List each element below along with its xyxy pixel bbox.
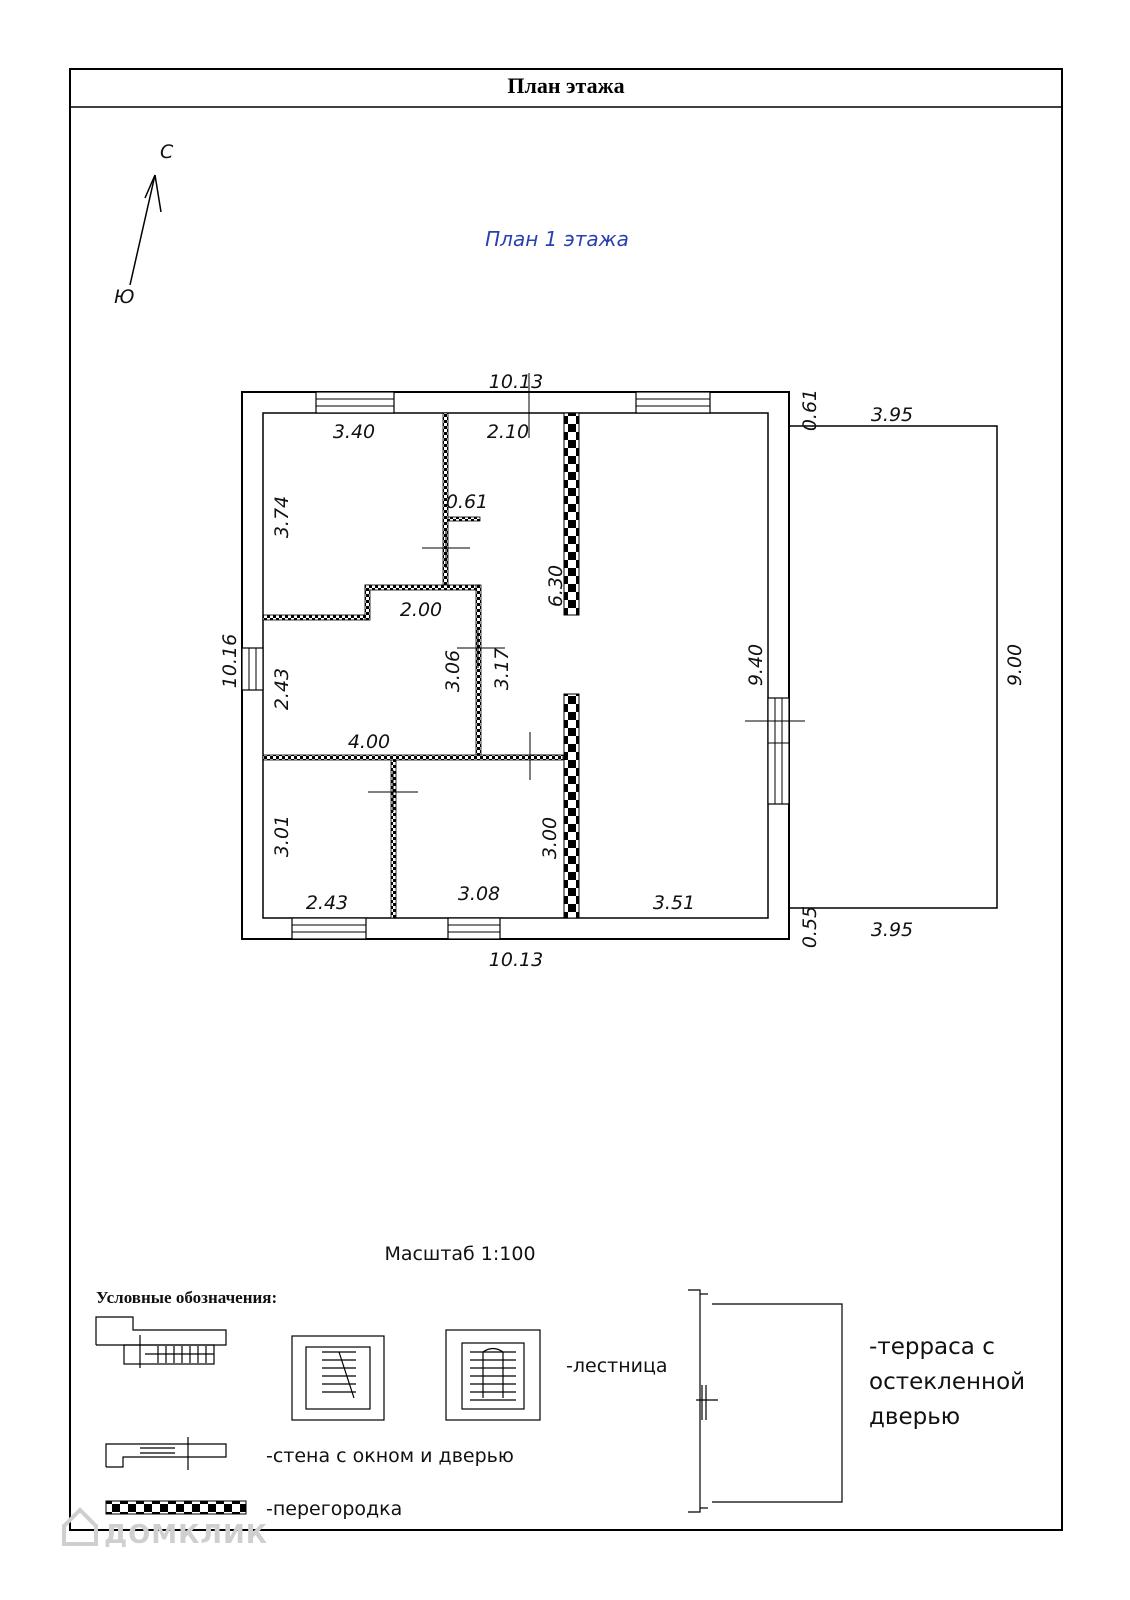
dim-hall-height-b: 3.17 [491, 647, 513, 691]
interior-walls [263, 413, 563, 918]
dim-room-big-width: 3.51 [652, 892, 696, 914]
dim-room-bl-height: 3.01 [271, 814, 293, 858]
dim-partition-lower: 3.00 [539, 816, 561, 860]
dim-left-total: 10.16 [219, 633, 241, 689]
terrace-outline [789, 426, 997, 908]
dim-bottom-total: 10.13 [488, 949, 544, 971]
dim-partition-upper: 6.30 [545, 564, 567, 608]
legend-title: Условные обозначения: [96, 1288, 278, 1307]
partition-lower [564, 694, 579, 918]
legend-terrace-label-1: -терраса с [869, 1334, 995, 1360]
house-outline [242, 392, 789, 939]
legend-partition-label: -перегородка [266, 1498, 403, 1520]
dim-terrace-width-bottom: 3.95 [870, 919, 914, 941]
window-top-left [316, 392, 394, 413]
dim-terrace-length: 9.00 [1004, 643, 1026, 687]
legend-wall-label: -стена с окном и дверью [266, 1445, 514, 1467]
compass-north-label: С [160, 141, 174, 163]
legend-partition-icon [106, 1501, 246, 1514]
dim-room-bl-width: 2.43 [305, 892, 349, 914]
dim-terrace-width-top: 3.95 [870, 404, 914, 426]
window-left [242, 648, 263, 690]
compass-south-label: Ю [114, 286, 135, 308]
dim-room-bm-width: 3.08 [457, 883, 501, 905]
watermark-text: ДОМКЛИК [104, 1520, 268, 1550]
legend-stairs-icon-1 [96, 1317, 226, 1368]
dim-niche: 0.61 [445, 491, 489, 513]
dim-room-tl-height: 3.74 [271, 495, 293, 539]
dim-top-total: 10.13 [488, 371, 544, 393]
window-top-right [636, 392, 710, 413]
dim-room-tl-width: 3.40 [332, 421, 376, 443]
scale-label: Масштаб 1:100 [384, 1243, 536, 1265]
sheet-title: План этажа [507, 73, 625, 98]
north-arrow-icon [130, 175, 161, 285]
legend-stairs-icon-3 [446, 1330, 540, 1420]
legend-terrace-label-2: остекленной [869, 1369, 1026, 1395]
dim-room-ml-height: 2.43 [271, 667, 293, 711]
dim-terrace-offset-bottom: 0.55 [799, 905, 821, 949]
legend-terrace-label-3: дверью [869, 1404, 961, 1430]
dim-terrace-offset-top: 0.61 [799, 388, 821, 432]
watermark-logo-icon [64, 1510, 96, 1544]
terrace-door [745, 698, 805, 804]
dim-room-ml-width: 4.00 [347, 731, 391, 753]
window-bottom-middle [448, 918, 500, 939]
dim-hall-width: 2.00 [399, 599, 443, 621]
dim-corridor-width: 2.10 [486, 421, 530, 443]
door-marks [368, 528, 560, 812]
legend-stairs-icon-2 [292, 1336, 384, 1420]
dim-hall-height-a: 3.06 [442, 649, 464, 693]
legend-terrace-icon [688, 1290, 842, 1512]
plan-subtitle: План 1 этажа [485, 227, 629, 251]
legend-stairs-label: -лестница [566, 1355, 668, 1377]
window-bottom-left [292, 918, 366, 939]
dim-room-big-height: 9.40 [745, 643, 767, 687]
legend-wall-icon [106, 1437, 226, 1470]
